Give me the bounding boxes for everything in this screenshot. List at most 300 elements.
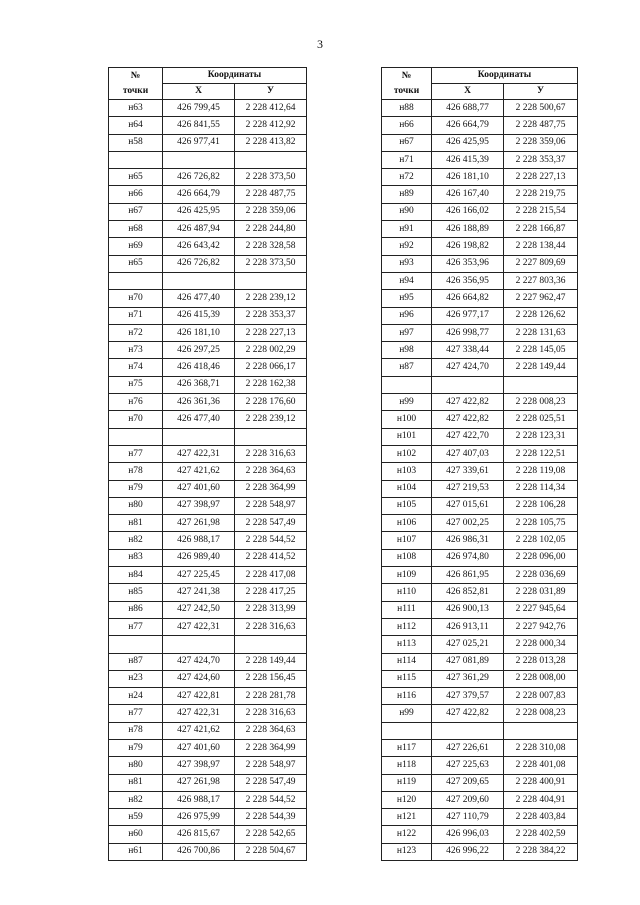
y-coordinate-cell: 2 228 364,63 [235, 722, 307, 739]
point-id-cell: н65 [109, 169, 163, 186]
x-coordinate-cell: 427 361,29 [432, 670, 504, 687]
y-coordinate-cell: 2 228 149,44 [235, 653, 307, 670]
point-id-cell: н118 [382, 757, 432, 774]
table-body-left [109, 100, 307, 861]
table-row [382, 584, 578, 601]
point-id-cell: н102 [382, 445, 432, 462]
table-row [382, 515, 578, 532]
point-id-cell: н77 [109, 705, 163, 722]
y-coordinate-cell: 2 228 412,64 [235, 100, 307, 117]
coordinates-header: Координаты [432, 68, 578, 84]
point-id-cell: н88 [382, 100, 432, 117]
point-id-cell [109, 272, 163, 289]
y-coordinate-cell: 2 228 239,12 [235, 411, 307, 428]
table-row [109, 653, 307, 670]
x-coordinate-cell: 426 700,86 [163, 843, 235, 860]
point-id-cell: н23 [109, 670, 163, 687]
point-id-cell: н83 [109, 549, 163, 566]
y-coordinate-cell [235, 428, 307, 445]
y-coordinate-cell: 2 228 215,54 [504, 203, 578, 220]
x-coordinate-cell: 426 664,82 [432, 290, 504, 307]
y-coordinate-cell: 2 228 417,25 [235, 584, 307, 601]
point-id-cell: н109 [382, 567, 432, 584]
y-coordinate-cell: 2 228 102,05 [504, 532, 578, 549]
point-id-cell: н63 [109, 100, 163, 117]
point-id-cell: н70 [109, 411, 163, 428]
table-row [382, 463, 578, 480]
table-row [382, 618, 578, 635]
table-row [382, 532, 578, 549]
x-coordinate-cell: 426 988,17 [163, 532, 235, 549]
point-id-cell: н66 [382, 117, 432, 134]
y-coordinate-cell: 2 228 310,08 [504, 739, 578, 756]
table-row [109, 567, 307, 584]
point-id-cell: н103 [382, 463, 432, 480]
x-coordinate-cell: 426 297,25 [163, 342, 235, 359]
y-coordinate-cell: 2 228 413,82 [235, 134, 307, 151]
y-coordinate-cell: 2 228 007,83 [504, 688, 578, 705]
point-id-cell: н97 [382, 324, 432, 341]
point-id-cell: н90 [382, 203, 432, 220]
table-row [109, 722, 307, 739]
y-coordinate-cell: 2 228 364,99 [235, 739, 307, 756]
point-id-cell: н116 [382, 688, 432, 705]
y-coordinate-cell: 2 228 544,39 [235, 809, 307, 826]
x-coordinate-cell: 426 643,42 [163, 238, 235, 255]
point-id-cell: н85 [109, 584, 163, 601]
y-coordinate-cell: 2 228 316,63 [235, 705, 307, 722]
point-id-cell: н111 [382, 601, 432, 618]
table-row [109, 342, 307, 359]
x-coordinate-cell: 427 242,50 [163, 601, 235, 618]
table-row [382, 757, 578, 774]
point-id-cell: н78 [109, 463, 163, 480]
point-id-cell: н98 [382, 342, 432, 359]
point-id-cell: н80 [109, 497, 163, 514]
table-row [109, 670, 307, 687]
x-coordinate-cell: 426 861,95 [432, 567, 504, 584]
table-row [109, 151, 307, 168]
table-row [382, 549, 578, 566]
point-id-cell: н59 [109, 809, 163, 826]
table-row [382, 203, 578, 220]
x-coordinate-cell: 426 368,71 [163, 376, 235, 393]
table-row [382, 445, 578, 462]
y-coordinate-cell: 2 228 066,17 [235, 359, 307, 376]
point-id-cell: н81 [109, 774, 163, 791]
y-header: У [504, 84, 578, 100]
x-coordinate-cell: 427 225,63 [432, 757, 504, 774]
x-coordinate-cell: 427 081,89 [432, 653, 504, 670]
point-id-cell: н123 [382, 843, 432, 860]
point-id-cell: н77 [109, 445, 163, 462]
point-id-cell: н110 [382, 584, 432, 601]
y-coordinate-cell: 2 228 126,62 [504, 307, 578, 324]
y-coordinate-cell: 2 228 547,49 [235, 774, 307, 791]
point-id-cell: н24 [109, 688, 163, 705]
point-id-cell: н113 [382, 636, 432, 653]
x-coordinate-cell: 427 379,57 [432, 688, 504, 705]
y-coordinate-cell: 2 228 162,38 [235, 376, 307, 393]
table-row [109, 601, 307, 618]
point-id-cell: н66 [109, 186, 163, 203]
table-row [382, 342, 578, 359]
table-row [382, 117, 578, 134]
y-coordinate-cell [235, 272, 307, 289]
table-row [109, 688, 307, 705]
x-coordinate-cell: 426 198,82 [432, 238, 504, 255]
y-coordinate-cell: 2 228 401,08 [504, 757, 578, 774]
table-row [109, 100, 307, 117]
y-coordinate-cell [235, 636, 307, 653]
point-id-cell: н95 [382, 290, 432, 307]
table-row [382, 497, 578, 514]
table-row [382, 324, 578, 341]
table-row [109, 774, 307, 791]
x-coordinate-cell: 426 415,39 [163, 307, 235, 324]
x-coordinate-cell [163, 272, 235, 289]
y-coordinate-cell: 2 228 500,67 [504, 100, 578, 117]
point-number-symbol: № [130, 70, 141, 81]
y-coordinate-cell: 2 228 504,67 [235, 843, 307, 860]
point-id-cell: н60 [109, 826, 163, 843]
point-id-cell [109, 151, 163, 168]
point-id-cell: н115 [382, 670, 432, 687]
point-id-cell: н86 [109, 601, 163, 618]
table-row [109, 584, 307, 601]
x-coordinate-cell: 427 261,98 [163, 515, 235, 532]
point-id-cell [109, 428, 163, 445]
table-row [382, 826, 578, 843]
table-row [109, 480, 307, 497]
table-row [109, 359, 307, 376]
point-id-cell: н100 [382, 411, 432, 428]
y-coordinate-cell: 2 228 487,75 [504, 117, 578, 134]
y-coordinate-cell: 2 228 131,63 [504, 324, 578, 341]
table-row [382, 791, 578, 808]
table-row [382, 705, 578, 722]
point-id-cell: н82 [109, 532, 163, 549]
table-row [109, 705, 307, 722]
point-id-cell: н58 [109, 134, 163, 151]
table-row [109, 169, 307, 186]
coordinates-table-right [381, 67, 578, 861]
y-coordinate-cell: 2 227 803,36 [504, 272, 578, 289]
point-word: точки [122, 85, 149, 96]
table-row [109, 411, 307, 428]
table-row [109, 826, 307, 843]
y-coordinate-cell: 2 228 119,08 [504, 463, 578, 480]
point-id-cell: н112 [382, 618, 432, 635]
point-id-cell: н72 [382, 169, 432, 186]
point-id-cell: н96 [382, 307, 432, 324]
point-id-cell: н65 [109, 255, 163, 272]
point-id-cell: н101 [382, 428, 432, 445]
y-coordinate-cell: 2 228 106,28 [504, 497, 578, 514]
x-coordinate-cell: 427 398,97 [163, 497, 235, 514]
point-number-symbol: № [401, 70, 412, 81]
y-coordinate-cell: 2 228 166,87 [504, 221, 578, 238]
table-row [382, 307, 578, 324]
x-coordinate-cell: 426 986,31 [432, 532, 504, 549]
x-coordinate-cell [432, 376, 504, 393]
point-id-cell: н76 [109, 394, 163, 411]
x-coordinate-cell: 426 913,11 [432, 618, 504, 635]
x-coordinate-cell: 426 841,55 [163, 117, 235, 134]
point-id-cell: н78 [109, 722, 163, 739]
table-row [382, 169, 578, 186]
table-row [382, 151, 578, 168]
point-id-cell: н68 [109, 221, 163, 238]
point-id-cell: н99 [382, 705, 432, 722]
table-row [109, 203, 307, 220]
y-coordinate-cell: 2 228 373,50 [235, 255, 307, 272]
table-row [382, 359, 578, 376]
x-coordinate-cell: 427 002,25 [432, 515, 504, 532]
y-coordinate-cell [235, 151, 307, 168]
y-coordinate-cell: 2 228 400,91 [504, 774, 578, 791]
table-row [109, 221, 307, 238]
x-coordinate-cell: 427 015,61 [432, 497, 504, 514]
x-coordinate-cell: 427 422,82 [432, 411, 504, 428]
y-coordinate-cell: 2 228 373,50 [235, 169, 307, 186]
y-coordinate-cell: 2 228 328,58 [235, 238, 307, 255]
x-coordinate-cell: 427 422,31 [163, 445, 235, 462]
y-coordinate-cell: 2 227 942,76 [504, 618, 578, 635]
table-row [382, 567, 578, 584]
point-id-cell [382, 722, 432, 739]
coordinates-header: Координаты [163, 68, 307, 84]
point-id-cell: н67 [382, 134, 432, 151]
x-coordinate-cell: 427 424,60 [163, 670, 235, 687]
x-coordinate-cell: 426 852,81 [432, 584, 504, 601]
y-coordinate-cell: 2 228 219,75 [504, 186, 578, 203]
table-row [382, 272, 578, 289]
x-coordinate-cell: 427 219,53 [432, 480, 504, 497]
y-coordinate-cell: 2 228 542,65 [235, 826, 307, 843]
y-coordinate-cell: 2 228 013,28 [504, 653, 578, 670]
x-coordinate-cell: 427 261,98 [163, 774, 235, 791]
point-word: точки [393, 85, 420, 96]
table-row [109, 324, 307, 341]
table-row [109, 186, 307, 203]
table-row [109, 255, 307, 272]
point-id-cell: н108 [382, 549, 432, 566]
table-row [109, 618, 307, 635]
table-body-right [382, 100, 578, 861]
y-coordinate-cell: 2 228 036,69 [504, 567, 578, 584]
point-id-cell: н77 [109, 618, 163, 635]
point-id-cell [109, 636, 163, 653]
y-coordinate-cell: 2 228 548,97 [235, 497, 307, 514]
point-id-cell: н105 [382, 497, 432, 514]
y-coordinate-cell: 2 228 176,60 [235, 394, 307, 411]
point-id-cell: н87 [109, 653, 163, 670]
page-number: 3 [317, 37, 323, 51]
table-row [109, 636, 307, 653]
point-id-cell: н71 [109, 307, 163, 324]
table-row [382, 739, 578, 756]
x-coordinate-cell: 427 401,60 [163, 480, 235, 497]
x-coordinate-cell: 427 339,61 [432, 463, 504, 480]
x-coordinate-cell: 426 188,89 [432, 221, 504, 238]
table-row [109, 428, 307, 445]
x-coordinate-cell: 427 421,62 [163, 722, 235, 739]
point-id-cell: н72 [109, 324, 163, 341]
y-coordinate-cell: 2 228 402,59 [504, 826, 578, 843]
point-id-cell: н70 [109, 290, 163, 307]
x-coordinate-cell: 427 225,45 [163, 567, 235, 584]
point-id-cell: н94 [382, 272, 432, 289]
point-id-cell: н79 [109, 739, 163, 756]
y-coordinate-cell: 2 228 138,44 [504, 238, 578, 255]
point-id-cell: н73 [109, 342, 163, 359]
x-coordinate-cell: 427 209,60 [432, 791, 504, 808]
table-row [109, 843, 307, 860]
y-coordinate-cell: 2 228 156,45 [235, 670, 307, 687]
y-coordinate-cell: 2 228 316,63 [235, 618, 307, 635]
y-coordinate-cell: 2 228 002,29 [235, 342, 307, 359]
table-row [109, 307, 307, 324]
x-coordinate-cell [163, 151, 235, 168]
table-row [382, 636, 578, 653]
y-coordinate-cell: 2 228 547,49 [235, 515, 307, 532]
y-coordinate-cell: 2 228 359,06 [235, 203, 307, 220]
point-id-cell: н80 [109, 757, 163, 774]
table-row [109, 532, 307, 549]
x-coordinate-cell: 426 353,96 [432, 255, 504, 272]
y-coordinate-cell: 2 228 227,13 [504, 169, 578, 186]
x-coordinate-cell: 427 424,70 [163, 653, 235, 670]
x-coordinate-cell: 426 975,99 [163, 809, 235, 826]
y-coordinate-cell: 2 228 031,89 [504, 584, 578, 601]
table-row [109, 549, 307, 566]
table-row [382, 134, 578, 151]
x-coordinate-cell: 426 726,82 [163, 169, 235, 186]
x-coordinate-cell: 426 181,10 [432, 169, 504, 186]
table-row [382, 774, 578, 791]
x-coordinate-cell: 426 477,40 [163, 411, 235, 428]
y-coordinate-cell [504, 722, 578, 739]
table-row [382, 670, 578, 687]
y-coordinate-cell: 2 228 239,12 [235, 290, 307, 307]
coordinates-table-left [108, 67, 307, 861]
table-row [109, 809, 307, 826]
x-header: Х [432, 84, 504, 100]
x-coordinate-cell: 427 110,79 [432, 809, 504, 826]
point-id-cell: н122 [382, 826, 432, 843]
point-id-cell: н93 [382, 255, 432, 272]
x-coordinate-cell: 426 425,95 [432, 134, 504, 151]
y-coordinate-cell: 2 228 316,63 [235, 445, 307, 462]
table-row [109, 394, 307, 411]
point-id-cell: н71 [382, 151, 432, 168]
y-coordinate-cell: 2 228 281,78 [235, 688, 307, 705]
table-row [109, 791, 307, 808]
y-coordinate-cell: 2 228 008,23 [504, 705, 578, 722]
point-number-header [109, 68, 163, 100]
y-coordinate-cell: 2 228 544,52 [235, 791, 307, 808]
y-coordinate-cell: 2 228 000,34 [504, 636, 578, 653]
y-coordinate-cell: 2 228 412,92 [235, 117, 307, 134]
x-coordinate-cell: 426 181,10 [163, 324, 235, 341]
point-number-header [382, 68, 432, 100]
point-id-cell: н67 [109, 203, 163, 220]
x-coordinate-cell: 427 025,21 [432, 636, 504, 653]
y-coordinate-cell: 2 228 487,75 [235, 186, 307, 203]
y-coordinate-cell: 2 228 008,23 [504, 394, 578, 411]
x-coordinate-cell: 427 398,97 [163, 757, 235, 774]
point-id-cell: н92 [382, 238, 432, 255]
y-coordinate-cell: 2 228 114,34 [504, 480, 578, 497]
y-header: У [235, 84, 307, 100]
table-row [382, 394, 578, 411]
x-coordinate-cell: 426 977,17 [432, 307, 504, 324]
point-id-cell: н61 [109, 843, 163, 860]
table-row [382, 100, 578, 117]
x-coordinate-cell: 426 167,40 [432, 186, 504, 203]
y-coordinate-cell: 2 228 414,52 [235, 549, 307, 566]
y-coordinate-cell: 2 228 353,37 [504, 151, 578, 168]
table-row [109, 376, 307, 393]
table-row [109, 134, 307, 151]
x-coordinate-cell: 426 664,79 [163, 186, 235, 203]
x-coordinate-cell: 426 726,82 [163, 255, 235, 272]
x-coordinate-cell: 427 401,60 [163, 739, 235, 756]
y-coordinate-cell: 2 228 353,37 [235, 307, 307, 324]
table-row [109, 739, 307, 756]
y-coordinate-cell [504, 376, 578, 393]
point-id-cell: н114 [382, 653, 432, 670]
x-coordinate-cell: 427 407,03 [432, 445, 504, 462]
x-coordinate-cell: 427 422,82 [432, 705, 504, 722]
y-coordinate-cell: 2 227 945,64 [504, 601, 578, 618]
table-row [109, 272, 307, 289]
table-row [382, 255, 578, 272]
table-row [382, 722, 578, 739]
point-id-cell: н82 [109, 791, 163, 808]
x-coordinate-cell: 427 422,31 [163, 705, 235, 722]
y-coordinate-cell: 2 228 403,84 [504, 809, 578, 826]
point-id-cell: н89 [382, 186, 432, 203]
y-coordinate-cell: 2 228 364,99 [235, 480, 307, 497]
x-coordinate-cell: 426 361,36 [163, 394, 235, 411]
table-row [109, 290, 307, 307]
table-row [109, 497, 307, 514]
x-coordinate-cell [163, 636, 235, 653]
y-coordinate-cell: 2 228 105,75 [504, 515, 578, 532]
x-coordinate-cell: 426 166,02 [432, 203, 504, 220]
x-coordinate-cell: 427 338,44 [432, 342, 504, 359]
point-id-cell [382, 376, 432, 393]
x-coordinate-cell: 426 688,77 [432, 100, 504, 117]
x-coordinate-cell: 427 422,81 [163, 688, 235, 705]
x-coordinate-cell [163, 428, 235, 445]
y-coordinate-cell: 2 228 364,63 [235, 463, 307, 480]
table-row [382, 688, 578, 705]
point-id-cell: н81 [109, 515, 163, 532]
x-coordinate-cell: 426 664,79 [432, 117, 504, 134]
point-id-cell: н121 [382, 809, 432, 826]
y-coordinate-cell: 2 227 809,69 [504, 255, 578, 272]
table-row [382, 186, 578, 203]
table-row [109, 515, 307, 532]
x-coordinate-cell: 427 422,31 [163, 618, 235, 635]
x-coordinate-cell: 426 988,17 [163, 791, 235, 808]
x-coordinate-cell: 427 422,82 [432, 394, 504, 411]
x-coordinate-cell: 426 996,22 [432, 843, 504, 860]
y-coordinate-cell: 2 228 227,13 [235, 324, 307, 341]
